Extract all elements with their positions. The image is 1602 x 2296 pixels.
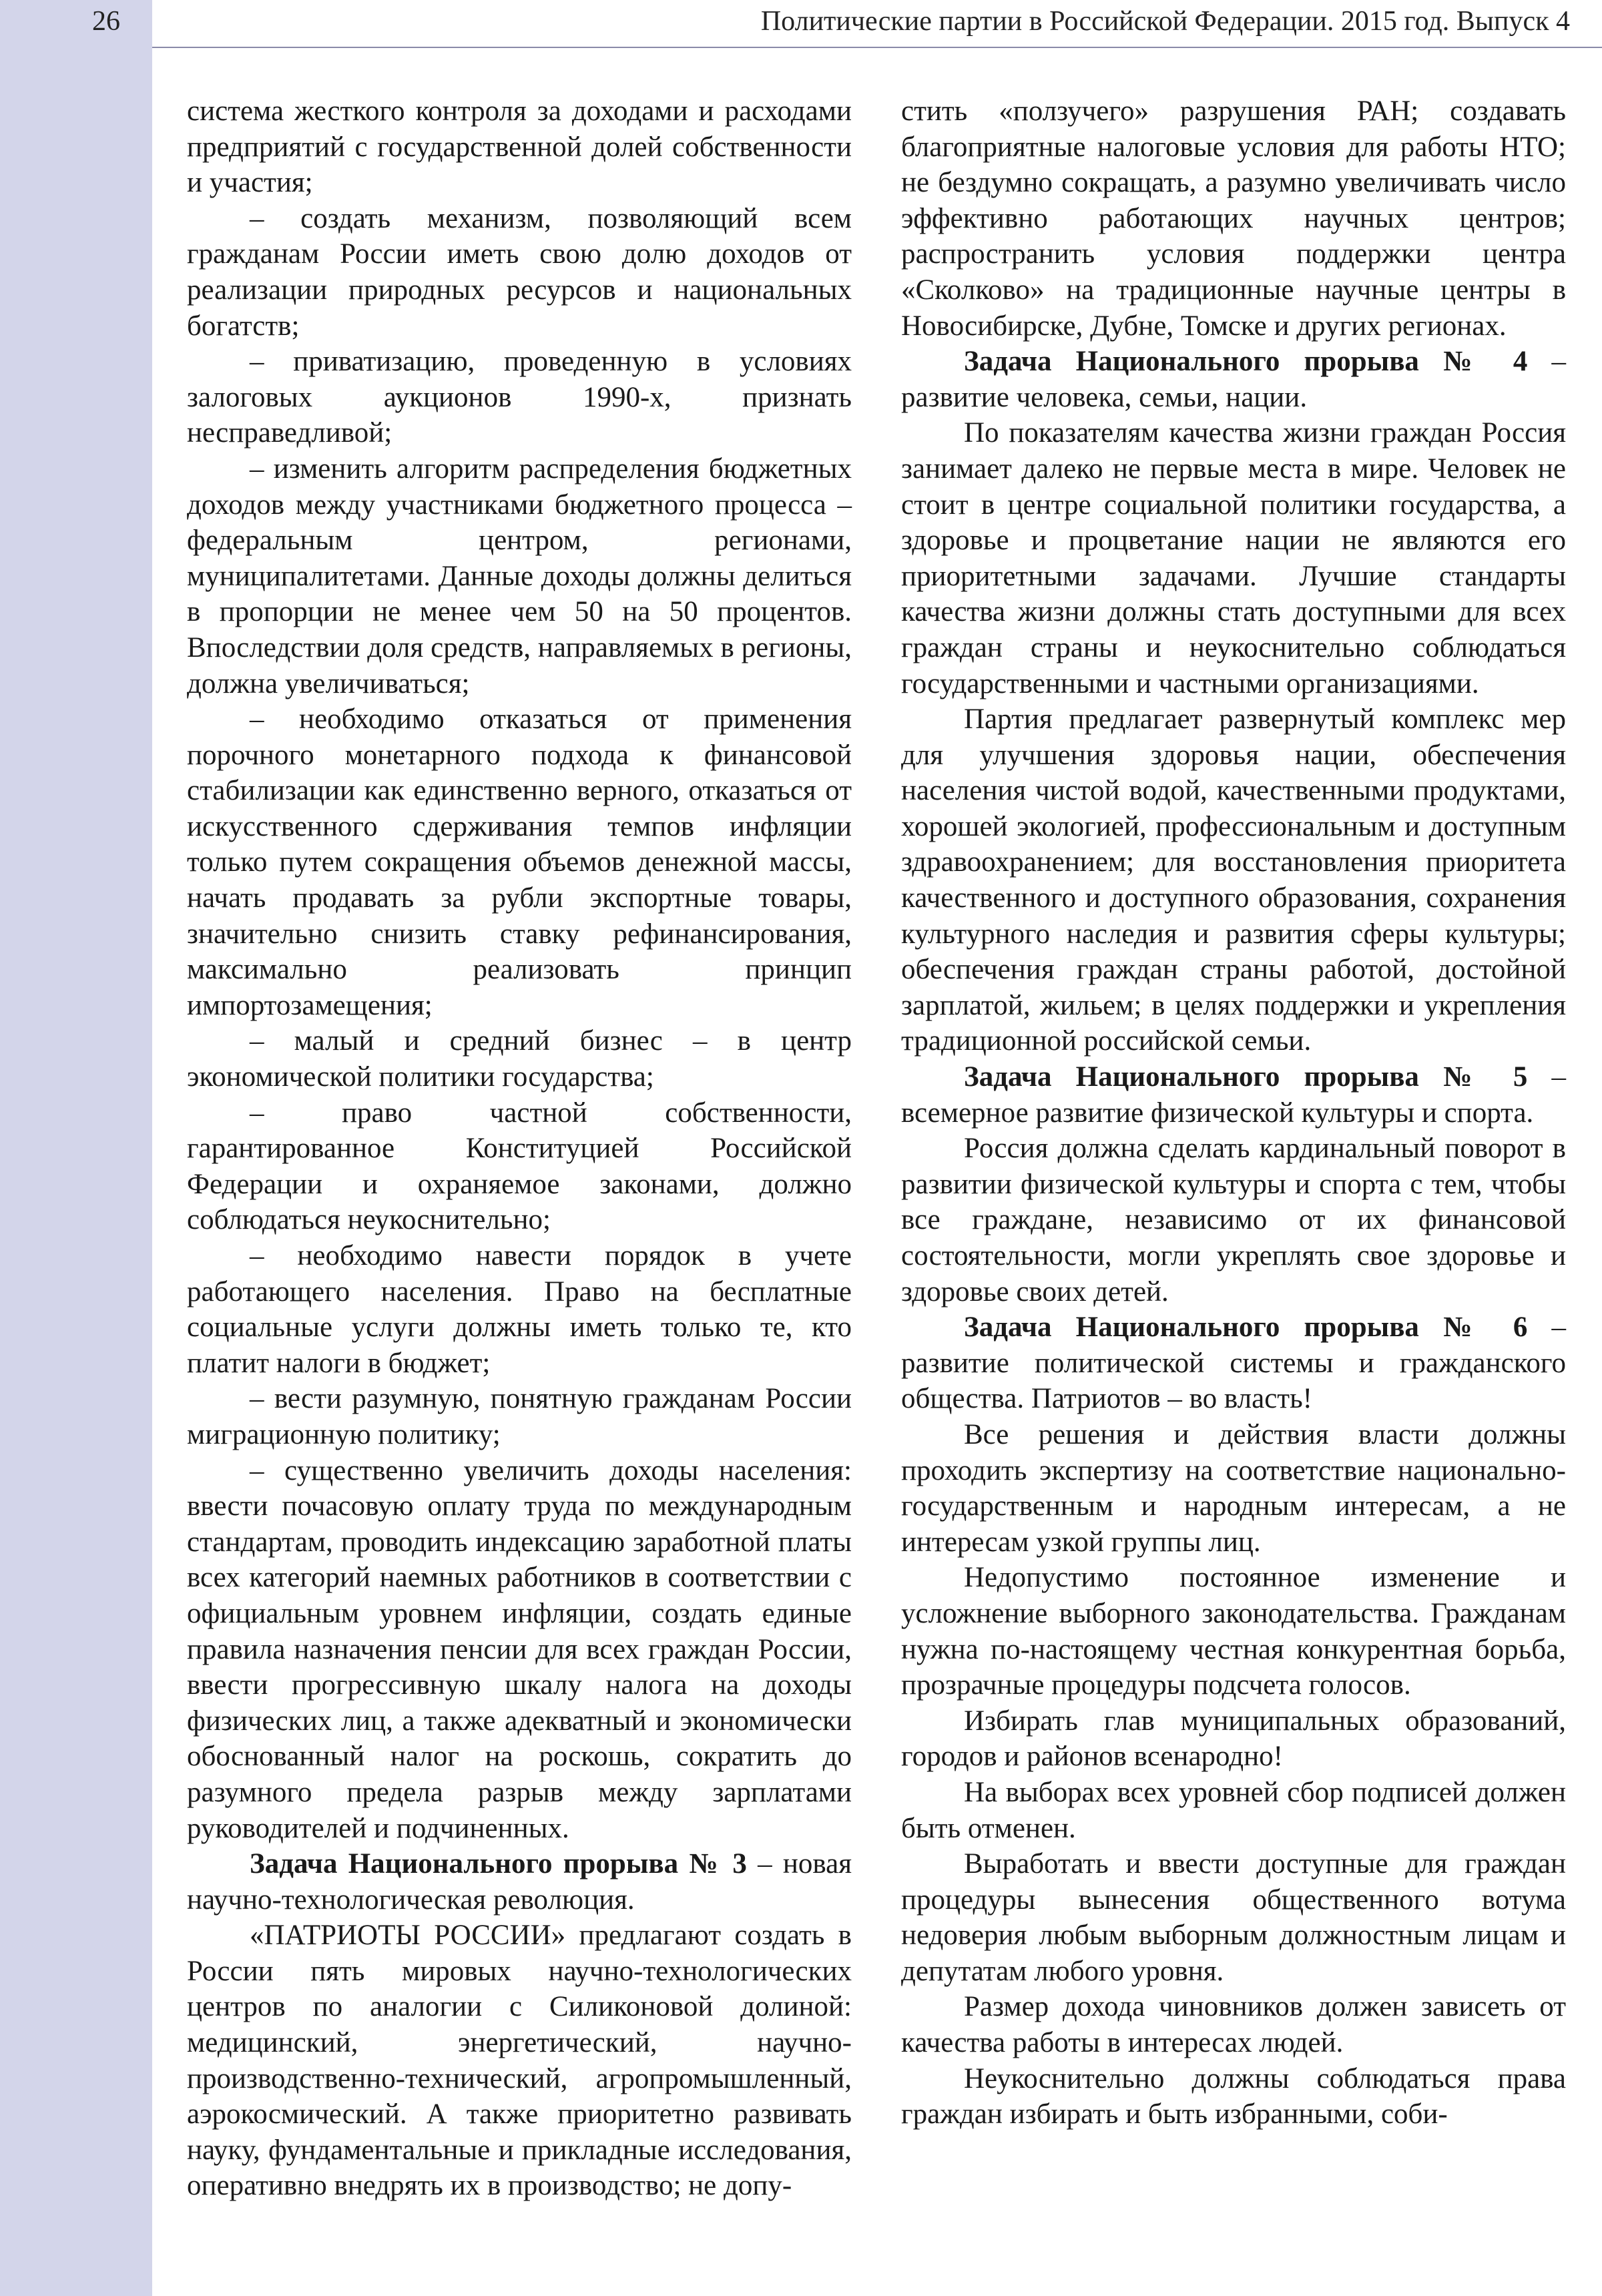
paragraph: стить «ползучего» разрушения РАН; создавать благоприятные налоговые условия для работы НТО; не бездумно сокращать, а разумно увеличивать число эффективно работающих научных центров; распространить условия поддержки центра «Сколково» на традиционные научные центры в Новосибирске, Дубне, Томске и других регионах. [901, 95, 1566, 342]
paragraph: – вести разумную, понятную гражданам России миграционную политику; [187, 1383, 852, 1450]
section-heading: Задача Национального прорыва № 4 – развитие человека, семьи, нации. [901, 346, 1566, 413]
task-heading: Задача Национального прорыва № 3 [250, 1848, 747, 1880]
paragraph: Размер дохода чиновников должен зависеть от качества работы в интересах людей. [901, 1991, 1566, 2059]
paragraph: – необходимо навести порядок в учете работающего населения. Право на бесплатные социальные услуги должны иметь только те, кто платит налоги в бюджет; [187, 1240, 852, 1379]
paragraph: Недопустимо постоянное изменение и усложнение выборного законодательства. Гражданам нужна по-настоящему честная конкурентная борьба, прозрачные процедуры подсчета голосов. [901, 1562, 1566, 1701]
page-number: 26 [92, 6, 120, 37]
paragraph: – необходимо отказаться от применения порочного монетарного подхода к финансовой стабилизации как единственно верного, отказаться от искусственного сдерживания темпов инфляции только путем сокращения объемов денежной массы, начать продавать за рубли экспортные товары, значительно снизить ставку рефинансирования, максимально реализовать принцип импортозамещения; [187, 703, 852, 1021]
paragraph: Избирать глав муниципальных образований, городов и районов всенародно! [901, 1705, 1566, 1773]
paragraph: Партия предлагает развернутый комплекс мер для улучшения здоровья нации, обеспечения населения чистой водой, качественными продуктами, хорошей экологией, профессиональным и доступным здравоохранением; для восстановления приоритета качественного и доступного образования, сохранения культурного наследия и развития сферы культуры; обеспечения граждан страны работой, достойной зарплатой, жильем; в целях поддержки и укрепления традиционной российской семьи. [901, 703, 1566, 1057]
task-heading: Задача Национального прорыва № 4 [964, 346, 1528, 378]
section-heading: Задача Национального прорыва № 3 – новая научно-технологическая революция. [187, 1848, 852, 1916]
paragraph: – существенно увеличить доходы населения: ввести почасовую оплату труда по международным стандартам, проводить индексацию заработной платы всех категорий наемных работников в соответствии с официальным уровнем инфляции, создать единые правила назначения пенсии для всех граждан России, ввести прогрессивную шкалу налога на доходы физических лиц, а также адекватный и экономически обоснованный налог на роскошь, сократить до разумного предела разрыв между зарплатами руководителей и подчиненных. [187, 1454, 852, 1844]
paragraph: – изменить алгоритм распределения бюджетных доходов между участниками бюджетного процесса – федеральным центром, регионами, муниципалитетами. Данные доходы должны делиться в пропорции не менее чем 50 на 50 процентов. Впоследствии доля средств, направляемых в регионы, должна увеличиваться; [187, 453, 852, 699]
left-column [187, 93, 852, 2204]
margin-strip [0, 0, 152, 2296]
paragraph: По показателям качества жизни граждан Россия занимает далеко не первые места в мире. Человек не стоит в центре социальной политики государства, а здоровье и процветание нации не являются его приоритетными задачами. Лучшие стандарты качества жизни должны стать доступными для всех граждан страны и неукоснительно соблюдаться государственными и частными организациями. [901, 417, 1566, 699]
paragraph: На выборах всех уровней сбор подписей должен быть отменен. [901, 1776, 1566, 1844]
task-heading: Задача Национального прорыва № 6 [964, 1312, 1528, 1344]
section-heading: Задача Национального прорыва № 6 – развитие политической системы и гражданского общества. Патриотов – во власть! [901, 1312, 1566, 1415]
paragraph: Выработать и ввести доступные для граждан процедуры вынесения общественного вотума недоверия любым выборным должностным лицам и депутатам любого уровня. [901, 1848, 1566, 1987]
paragraph: система жесткого контроля за доходами и расходами предприятий с государственной долей собственности и участия; [187, 95, 852, 199]
paragraph: – малый и средний бизнес – в центр экономической политики государства; [187, 1025, 852, 1093]
running-title: Политические партии в Российской Федерации. 2015 год. Выпуск 4 [760, 6, 1570, 37]
paragraph: – создать механизм, позволяющий всем гражданам России иметь свою долю доходов от реализации природных ресурсов и национальных богатств; [187, 202, 852, 342]
paragraph: – право частной собственности, гарантированное Конституцией Российской Федерации и охраняемое законами, должно соблюдаться неукоснительно; [187, 1097, 852, 1236]
section-heading: Задача Национального прорыва № 5 – всемерное развитие физической культуры и спорта. [901, 1061, 1566, 1129]
paragraph: Неукоснительно должны соблюдаться права граждан избирать и быть избранными, соби- [901, 2062, 1566, 2130]
paragraph: Россия должна сделать кардинальный поворот в развитии физической культуры и спорта с тем, чтобы все граждане, независимо от их финансовой состоятельности, могли укреплять свое здоровье и здоровье своих детей. [901, 1133, 1566, 1308]
paragraph: Все решения и действия власти должны проходить экспертизу на соответствие национально-государственным и народным интересам, а не интересам узкой группы лиц. [901, 1418, 1566, 1558]
paragraph: – приватизацию, проведенную в условиях залоговых аукционов 1990-х, признать несправедливой; [187, 346, 852, 449]
task-heading: Задача Национального прорыва № 5 [964, 1061, 1528, 1093]
header-rule [152, 47, 1602, 48]
paragraph: «ПАТРИОТЫ РОССИИ» предлагают создать в России пять мировых научно-технологических центров по аналогии с Силиконовой долиной: медицинский, энергетический, научно-производственно-технический, агропромышленный, аэрокосмический. А также приоритетно развивать науку, фундаментальные и прикладные исследования, оперативно внедрять их в производство; не допу- [187, 1920, 852, 2202]
right-column [901, 93, 1566, 2132]
